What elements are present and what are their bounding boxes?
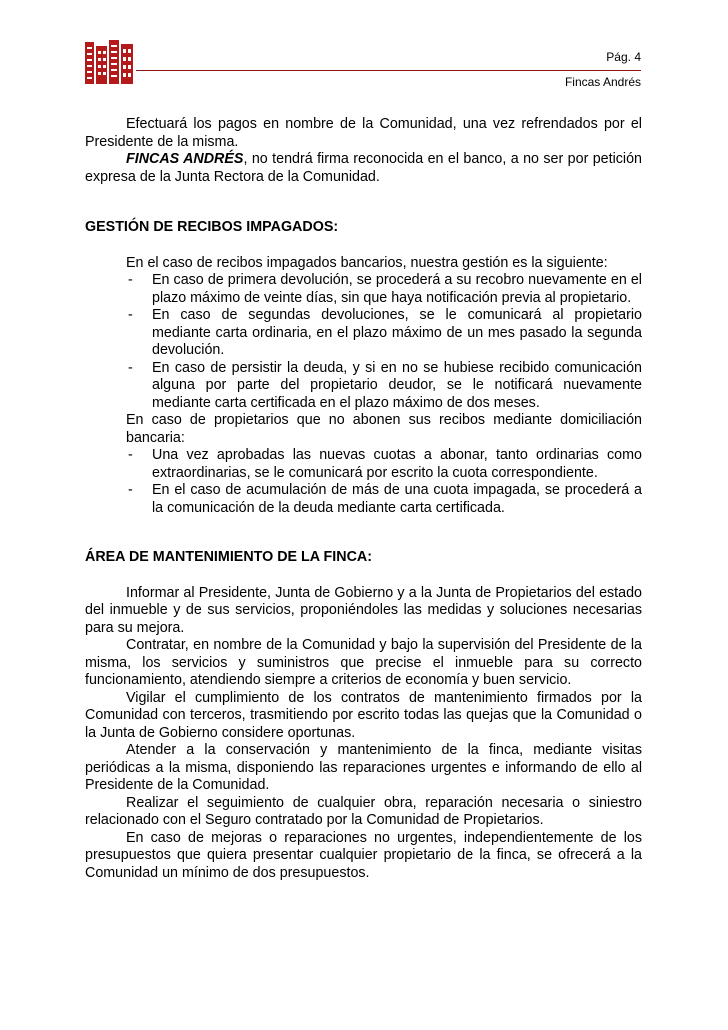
recibos-lead: En el caso de recibos impagados bancarios, nuestra gestión es la siguiente: [126,254,608,271]
list-bullet: - [128,359,133,376]
company-name: Fincas Andrés [564,75,641,89]
company-logo [85,40,133,84]
section-title-mantenimiento: ÁREA DE MANTENIMIENTO DE LA FINCA: [85,549,372,565]
list-bullet: - [128,482,133,498]
mantenimiento-paragraph: Informar al Presidente, Junta de Gobierno y a la Junta de Propietarios del estado del inmueble y de sus servicios, proponiéndoles las medidas y soluciones necesarias para su mejora. [85,584,642,636]
list-bullet: - [128,272,133,288]
recibos-lead-2: En caso de propietarios que no abonen sus recibos mediante domiciliación bancaria: [126,412,642,446]
page-number: Pág. 4 [606,50,641,64]
mantenimiento-paragraph: Vigilar el cumplimiento de los contratos de mantenimiento firmados por la Comunidad con terceros, trasmitiendo por escrito todas las quejas que la Comunidad o la Junta de Gobierno considere oportunas. [85,689,642,741]
list-item: - En caso de persistir la deuda, y si en no se hubiese recibido comunicación alguna por parte del propietario deudor, se le notificará nuevamente mediante carta certificada en el plazo máximo de dos meses. [128,359,642,411]
list-item: - En caso de primera devolución, se procederá a su recobro nuevamente en el plazo máximo de veinte días, sin que haya notificación previa al propietario. [128,272,642,306]
list-item: - En caso de segundas devoluciones, se le comunicará al propietario mediante carta ordinaria, en el plazo máximo de un mes pasado la segunda devolución. [128,307,642,358]
mantenimiento-paragraph: Realizar el seguimiento de cualquier obra, reparación necesaria o siniestro relacionado con el Seguro contratado por la Comunidad de Propietarios. [85,794,642,828]
mantenimiento-paragraph: Contratar, en nombre de la Comunidad y bajo la supervisión del Presidente de la misma, los servicios y suministros que precise el inmueble para su correcto funcionamiento, atendiendo siempre a criterios de economía y buen servicio. [85,637,642,688]
list-bullet: - [128,307,133,323]
intro-paragraph: Efectuará los pagos en nombre de la Comunidad, una vez refrendados por el Presidente de la misma. [85,116,642,150]
mantenimiento-paragraph: En caso de mejoras o reparaciones no urgentes, independientemente de los presupuestos que quiera presentar cualquier propietario de la finca, se ofrecerá a la Comunidad un mínimo de dos presupuestos. [85,829,642,881]
document-body [85,116,642,882]
section-title-recibos: GESTIÓN DE RECIBOS IMPAGADOS: [85,219,339,235]
header-rule [136,70,641,71]
list-bullet: - [128,447,133,463]
intro-paragraph-2-text: , no tendrá firma reconocida en el banco, a no ser por petición expresa de la Junta Rectora de la Comunidad. [85,151,643,185]
list-item: - En el caso de acumulación de más de una cuota impagada, se procederá a la comunicación de la deuda mediante carta certificada. [128,482,642,516]
company-name-emphasis: FINCAS ANDRÉS [126,151,244,167]
list-item: - Una vez aprobadas las nuevas cuotas a abonar, tanto ordinarias como extraordinarias, se le comunicará por escrito la cuota correspondiente. [128,447,642,481]
mantenimiento-paragraph: Atender a la conservación y mantenimiento de la finca, mediante visitas periódicas a la misma, disponiendo las reparaciones urgentes e informando de ello al Presidente de la Comunidad. [85,742,642,793]
non-bank-list [85,447,642,517]
bank-returns-list [85,272,642,412]
intro-paragraph-2 [85,151,642,186]
